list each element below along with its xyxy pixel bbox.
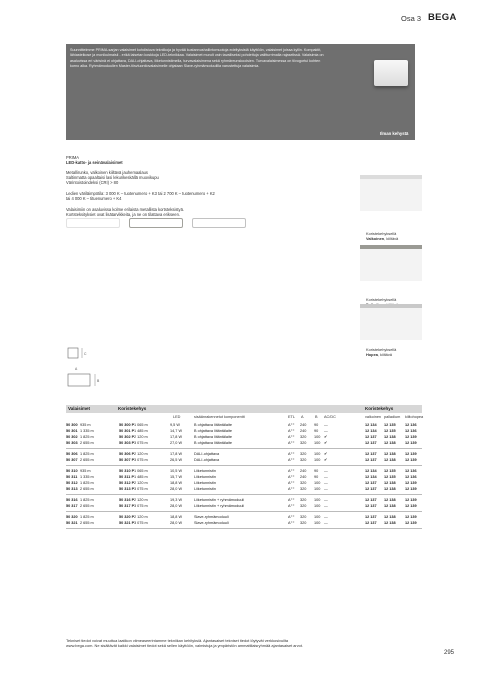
cell-acdc: ✔: [324, 458, 328, 462]
cell-frame-white: 12 134: [365, 423, 377, 427]
cell-components: Liiketunnistin + ryhmämoduuli: [194, 498, 245, 502]
cell-article-no-p: 50 306 P: [119, 452, 135, 456]
cell-etl: A⁺⁺: [288, 487, 295, 491]
cell-frame-palladium: 12 138: [384, 481, 396, 485]
cell-lumen: 1 825 m: [80, 515, 94, 519]
cell-lumen: 2 655 m: [80, 487, 94, 491]
table-row: [66, 457, 422, 463]
table-row: [66, 503, 422, 509]
cell-acdc: —: [324, 521, 328, 525]
cell-acdc: —: [324, 429, 328, 433]
cell-frame-palladium: 12 138: [384, 441, 396, 445]
cell-components: B ohjattava liitäntälaite: [194, 423, 232, 427]
cell-dim-a: 320: [300, 498, 307, 502]
cell-frame-white: 12 137: [365, 458, 377, 462]
cell-wattage: 27,0 W: [170, 441, 183, 445]
frame-ring-silver: [192, 218, 246, 228]
finish-caption-palladium: Koristekehyksellä: [366, 297, 397, 302]
cell-frame-silver: 12 136: [405, 423, 417, 427]
cell-acdc: —: [324, 504, 328, 508]
product-title: PRIMA: [66, 155, 79, 160]
intro-lines: [66, 170, 291, 218]
cell-lumen-p: 3 075 m: [134, 521, 148, 525]
cell-article-no-p: 50 320 P: [119, 515, 135, 519]
cell-acdc: ✔: [324, 452, 328, 456]
dimension-drawing: [67, 346, 103, 394]
cell-lumen: 935 m: [80, 469, 91, 473]
cell-frame-white: 12 137: [365, 498, 377, 502]
cell-components: Slave-ryhmämoduuli: [194, 515, 229, 519]
cell-lumen-p: 3 075 m: [134, 458, 148, 462]
finish-image-palladium: [360, 245, 422, 281]
cell-components: Liiketunnistin + ryhmämoduuli: [194, 504, 245, 508]
cell-dim-a: 320: [300, 452, 307, 456]
cell-lumen: 1 335 m: [80, 475, 94, 479]
cell-dim-b: 100: [314, 458, 321, 462]
cell-dim-a: 240: [300, 423, 307, 427]
finish-caption-silver: Koristekehyksellä Hopea, kiiltävä: [366, 347, 397, 357]
cell-lumen-p: 1 485 m: [134, 475, 148, 479]
cell-etl: A⁺⁺: [288, 521, 295, 525]
cell-wattage: 28,0 W: [170, 504, 183, 508]
cell-etl: A⁺⁺: [288, 423, 295, 427]
cell-wattage: 9,5 W: [170, 423, 180, 427]
cell-acdc: —: [324, 498, 328, 502]
cell-components: B ohjattava liitäntälaite: [194, 441, 232, 445]
hero-text: Suunnittelmme PRIMA-sarjan valaisimet kohdistuva tekniikoja ja hyvää kustannushallintomuotoja edeltyksistä käyttöön, valaisimet joissa kyllin. Kompaktit, lähiasteikose ja monikulmaisii - erikä laisetan koskkoja LED-teknikkaa. Valaisimet murult vain tavalliseksi pohdettuja valitturrimalla rajaselissä. Valaisimia on asaluvissa eri värisinä ei ohjattava, DALI-ohjattava, liiketunnistimella, turvavalaisimena sekä ryhmäreunskoolsien. Turvavalaisimessa on tiivogortui kohten korno alka. Ryhmämoduulien Master-tiisvluontiovalaisimelle ohjataan Slave-ryhmämoduulilla varustettuja valaisimia.: [70, 48, 324, 68]
intro-line: Metallirunko, valkoinen kiiltävä jauhemaalaus: [66, 169, 148, 175]
finish-image-white: [360, 175, 422, 211]
finish-caption-white: Koristekehyksellä Valkoinen, kiiltävä: [366, 231, 399, 241]
cell-lumen-p: 1 065 m: [134, 423, 148, 427]
section-label: Osa 3: [401, 14, 422, 23]
cell-dim-a: 320: [300, 435, 307, 439]
cell-dim-b: 100: [314, 515, 321, 519]
cell-dim-b: 90: [314, 469, 319, 473]
cell-frame-palladium: 12 138: [384, 498, 396, 502]
cell-article-no: 50 310: [66, 469, 78, 473]
cell-etl: A⁺⁺: [288, 498, 295, 502]
cell-components: Liiketunnistin: [194, 487, 216, 491]
group-divider: [66, 448, 422, 449]
cell-article-no-p: 50 311 P: [119, 475, 134, 479]
subheader-a: A: [301, 415, 304, 419]
group-divider: [66, 511, 422, 512]
cell-article-no: 50 313: [66, 487, 78, 491]
cell-frame-palladium: 12 135: [384, 423, 396, 427]
cell-article-no: 50 300: [66, 423, 78, 427]
cell-dim-b: 90: [314, 475, 319, 479]
frame-ring-palladium: [129, 218, 183, 228]
dim-label-c: C: [84, 352, 87, 356]
cell-lumen-p: 3 075 m: [134, 487, 148, 491]
cell-frame-silver: 12 139: [405, 515, 417, 519]
subheader-white: valkoinen: [365, 415, 382, 419]
cell-dim-a: 320: [300, 521, 307, 525]
cell-article-no-p: 50 317 P: [119, 504, 135, 508]
cell-dim-a: 240: [300, 469, 307, 473]
cell-frame-palladium: 12 135: [384, 475, 396, 479]
product-subtitle: LED-katto- ja seinävalaisimet: [66, 160, 123, 166]
cell-article-no: 50 320: [66, 515, 78, 519]
cell-frame-palladium: 12 138: [384, 487, 396, 491]
subheader-components: sisäänrakennetut komponentit: [194, 415, 245, 419]
cell-frame-silver: 12 136: [405, 469, 417, 473]
cell-etl: A⁺⁺: [288, 504, 295, 508]
dim-label-a: A: [75, 367, 78, 371]
cell-acdc: ✔: [324, 435, 328, 439]
group-divider: [66, 528, 422, 529]
cell-components: Liiketunnistin: [194, 475, 216, 479]
cell-lumen-p: 3 075 m: [134, 504, 148, 508]
cell-article-no: 50 317: [66, 504, 78, 508]
cell-lumen-p: 1 065 m: [134, 469, 148, 473]
cell-frame-palladium: 12 135: [384, 429, 396, 433]
cell-frame-white: 12 137: [365, 435, 377, 439]
cell-dim-b: 100: [314, 504, 321, 508]
intro-line: tai 4 000 K – tituenumero + K4: [66, 196, 122, 202]
cell-acdc: —: [324, 481, 328, 485]
cell-wattage: 19,3 W: [170, 498, 183, 502]
cell-lumen-p: 2 120 m: [134, 452, 148, 456]
cell-frame-palladium: 12 138: [384, 504, 396, 508]
intro-line: Saltinmatta opaaltaisi lasi lekurikeskällä muovikupu: [66, 174, 159, 180]
brand-logo: BEGA: [428, 12, 457, 23]
cell-components: Liiketunnistin: [194, 469, 216, 473]
cell-etl: A⁺⁺: [288, 475, 295, 479]
cell-frame-white: 12 137: [365, 504, 377, 508]
cell-frame-white: 12 137: [365, 481, 377, 485]
cell-wattage: 17,8 W: [170, 452, 183, 456]
cell-wattage: 26,5 W: [170, 458, 183, 462]
subheader-b: B: [315, 415, 318, 419]
hero-caption: Ilman kehystä: [380, 131, 409, 136]
cell-dim-b: 100: [314, 498, 321, 502]
cell-lumen: 1 825 m: [80, 498, 94, 502]
finish-image-silver: [360, 304, 422, 340]
cell-article-no: 50 312: [66, 481, 78, 485]
cell-frame-white: 12 137: [365, 452, 377, 456]
cell-article-no: 50 311: [66, 475, 78, 479]
cell-lumen: 1 825 m: [80, 452, 94, 456]
cell-acdc: —: [324, 423, 328, 427]
cell-frame-silver: 12 139: [405, 458, 417, 462]
cell-dim-a: 320: [300, 458, 307, 462]
cell-dim-a: 240: [300, 429, 307, 433]
cell-etl: A⁺⁺: [288, 435, 295, 439]
cell-frame-silver: 12 139: [405, 452, 417, 456]
cell-frame-silver: 12 139: [405, 481, 417, 485]
cell-frame-silver: 12 136: [405, 429, 417, 433]
cell-frame-silver: 12 136: [405, 475, 417, 479]
cell-acdc: —: [324, 469, 328, 473]
cell-dim-b: 100: [314, 441, 321, 445]
intro-line: Ledien väriläimpötila: 3 000 K – tuotenumero + K3 tai 2 700 K – tuotenumero + K2: [66, 190, 215, 196]
cell-wattage: 18,8 W: [170, 481, 183, 485]
cell-article-no-p: 50 301 P: [119, 429, 135, 433]
cell-lumen: 2 655 m: [80, 458, 94, 462]
cell-components: B ohjattava liitäntälaite: [194, 435, 232, 439]
cell-lumen-p: 1 485 m: [134, 429, 148, 433]
cell-lumen: 935 m: [80, 423, 91, 427]
intro-line: Värintoistoindeksi (CRI) > 80: [66, 180, 119, 186]
cell-frame-palladium: 12 138: [384, 458, 396, 462]
cell-article-no-p: 50 310 P: [119, 469, 135, 473]
cell-frame-white: 12 134: [365, 429, 377, 433]
header-lamps: Valaisimet: [68, 406, 91, 411]
cell-article-no-p: 50 321 P: [119, 521, 135, 525]
cell-article-no: 50 306: [66, 452, 78, 456]
cell-article-no-p: 50 302 P: [119, 435, 135, 439]
table-row: [66, 520, 422, 526]
cell-lumen-p: 2 120 m: [134, 498, 148, 502]
cell-dim-a: 320: [300, 515, 307, 519]
cell-wattage: 10,5 W: [170, 469, 183, 473]
cell-lumen: 1 825 m: [80, 481, 94, 485]
cell-frame-white: 12 137: [365, 521, 377, 525]
cell-etl: A⁺⁺: [288, 469, 295, 473]
cell-wattage: 14,7 W: [170, 429, 183, 433]
cell-components: Liiketunnistin: [194, 481, 216, 485]
cell-frame-white: 12 137: [365, 487, 377, 491]
cell-lumen: 2 655 m: [80, 504, 94, 508]
cell-dim-a: 240: [300, 475, 307, 479]
cell-lumen-p: 2 120 m: [134, 435, 148, 439]
cell-wattage: 18,8 W: [170, 515, 183, 519]
cell-etl: A⁺⁺: [288, 452, 295, 456]
cell-dim-b: 100: [314, 481, 321, 485]
cell-dim-b: 100: [314, 452, 321, 456]
cell-article-no-p: 50 313 P: [119, 487, 135, 491]
cell-frame-palladium: 12 138: [384, 452, 396, 456]
cell-dim-b: 90: [314, 429, 319, 433]
table-row: [66, 486, 422, 492]
cell-dim-b: 100: [314, 487, 321, 491]
cell-article-no-p: 50 312 P: [119, 481, 135, 485]
cell-etl: A⁺⁺: [288, 481, 295, 485]
cell-frame-palladium: 12 135: [384, 469, 396, 473]
header-frames: Koristekehys: [118, 406, 147, 411]
cell-wattage: 28,0 W: [170, 521, 183, 525]
cell-article-no: 50 303: [66, 441, 78, 445]
cell-frame-white: 12 134: [365, 469, 377, 473]
cell-frame-silver: 12 139: [405, 521, 417, 525]
intro-line: Valaisimiin on asaluvissa kolme erilaista metallista kortsteksistyä.: [66, 206, 185, 212]
cell-components: Slave-ryhmämoduuli: [194, 521, 229, 525]
cell-frame-white: 12 137: [365, 515, 377, 519]
cell-dim-a: 320: [300, 481, 307, 485]
cell-components: B ohjattava liitäntälaite: [194, 429, 232, 433]
cell-article-no: 50 301: [66, 429, 78, 433]
cell-article-no-p: 50 300 P: [119, 423, 135, 427]
cell-article-no-p: 50 303 P: [119, 441, 135, 445]
cell-article-no-p: 50 307 P: [119, 458, 135, 462]
group-divider: [66, 494, 422, 495]
cell-wattage: 28,0 W: [170, 487, 183, 491]
cell-frame-silver: 12 139: [405, 498, 417, 502]
cell-acdc: —: [324, 515, 328, 519]
subheader-etl: ETL: [288, 415, 295, 419]
cell-frame-palladium: 12 138: [384, 521, 396, 525]
cell-lumen: 1 825 m: [80, 435, 94, 439]
cell-dim-a: 320: [300, 487, 307, 491]
cell-components: DALI-ohjattava: [194, 452, 220, 456]
table-row: [66, 440, 422, 446]
hero-lamp-image: [374, 60, 408, 86]
cell-dim-b: 100: [314, 521, 321, 525]
cell-article-no-p: 50 316 P: [119, 498, 135, 502]
subheader-acdc: AC/DC: [324, 415, 336, 419]
intro-block: [66, 155, 291, 217]
cell-frame-silver: 12 139: [405, 487, 417, 491]
cell-frame-palladium: 12 138: [384, 435, 396, 439]
cell-frame-white: 12 137: [365, 441, 377, 445]
cell-lumen: 2 655 m: [80, 521, 94, 525]
subheader-palladium: palladium: [384, 415, 401, 419]
cell-frame-palladium: 12 138: [384, 515, 396, 519]
cell-dim-b: 100: [314, 435, 321, 439]
frame-ring-white: [66, 218, 120, 228]
subheader-silver: kiiltohopea: [405, 415, 424, 419]
cell-frame-silver: 12 139: [405, 504, 417, 508]
subheader-led: LED: [173, 415, 181, 419]
cell-acdc: —: [324, 475, 328, 479]
footnote: Tekniset tiedot voivat muuttua laatikon viimeaseerintamme tekniikan kehityksiä. Ajantasaiset tekniset tiedot löytyvät verkkosivuilta www.bega.com. Ne sisältävät kaikki valaisimet tiedot sekä sellen käyttöön, valmistuja ja ympäristön ammattilaisryhmää ajantasaiset arvot.: [66, 638, 303, 649]
cell-article-no: 50 307: [66, 458, 78, 462]
cell-etl: A⁺⁺: [288, 515, 295, 519]
cell-dim-a: 320: [300, 441, 307, 445]
cell-lumen-p: 2 120 m: [134, 481, 148, 485]
header-frames-2: Koristekehys: [365, 406, 394, 411]
cell-article-no: 50 316: [66, 498, 78, 502]
page-number: 295: [444, 650, 455, 656]
cell-lumen-p: 2 120 m: [134, 515, 148, 519]
cell-acdc: ✔: [324, 441, 328, 445]
cell-lumen-p: 3 075 m: [134, 441, 148, 445]
cell-components: DALI-ohjattava: [194, 458, 220, 462]
cell-lumen: 2 655 m: [80, 441, 94, 445]
group-divider: [66, 465, 422, 466]
cell-article-no: 50 321: [66, 521, 78, 525]
cell-wattage: 15,7 W: [170, 475, 183, 479]
intro-line: Kortsteksityksiet ovat lisätarvikkeita, ja ne on tilattava erikseen.: [66, 211, 180, 217]
cell-etl: A⁺⁺: [288, 458, 295, 462]
cell-article-no: 50 302: [66, 435, 78, 439]
cell-dim-b: 90: [314, 423, 319, 427]
cell-dim-a: 320: [300, 504, 307, 508]
dim-label-b: B: [97, 379, 100, 383]
cell-frame-silver: 12 139: [405, 441, 417, 445]
cell-lumen: 1 335 m: [80, 429, 94, 433]
cell-etl: A⁺⁺: [288, 429, 295, 433]
cell-frame-silver: 12 139: [405, 435, 417, 439]
cell-acdc: —: [324, 487, 328, 491]
cell-wattage: 17,8 W: [170, 435, 183, 439]
cell-etl: A⁺⁺: [288, 441, 295, 445]
cell-frame-white: 12 134: [365, 475, 377, 479]
